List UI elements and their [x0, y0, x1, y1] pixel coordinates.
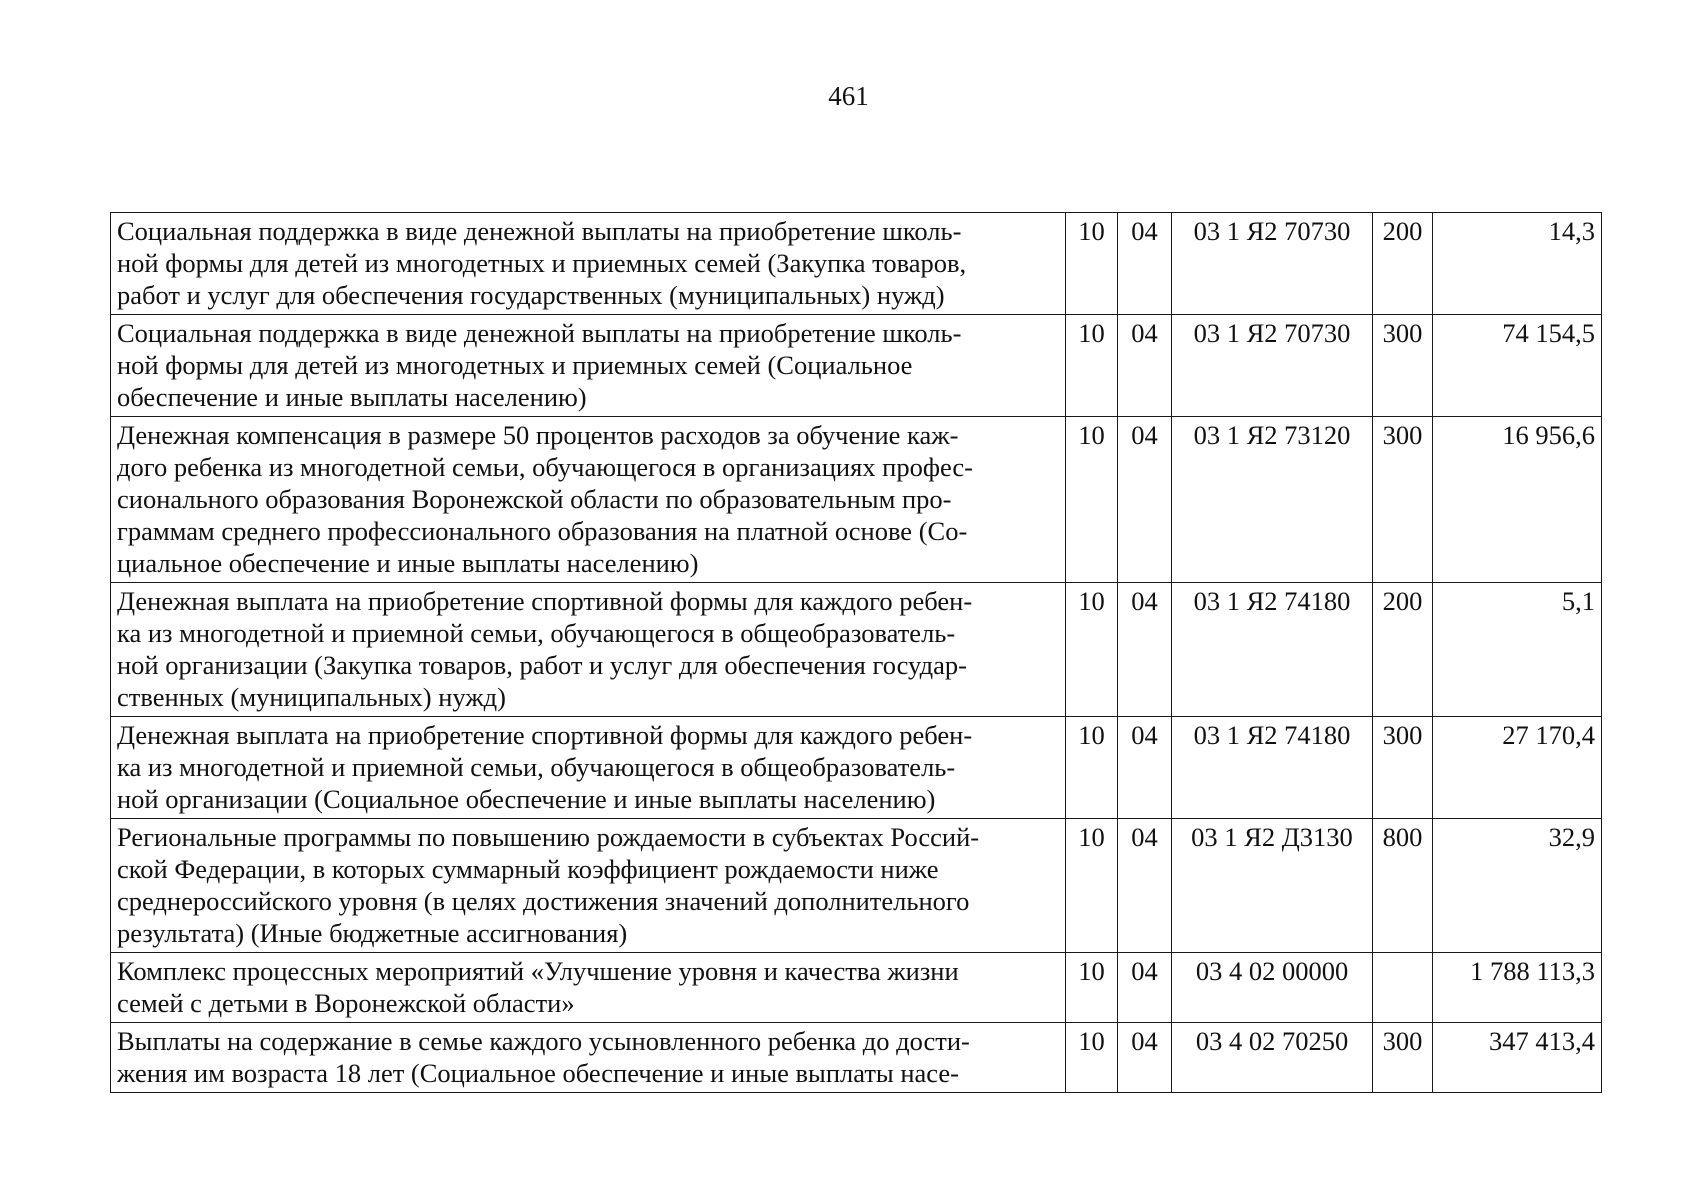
target-article-code: 03 4 02 00000 [1172, 953, 1373, 1023]
amount: 347 413,4 [1433, 1023, 1602, 1093]
description-line: среднероссийского уровня (в целях достижения значений дополнительного [117, 886, 970, 916]
description-line: работ и услуг для обеспечения государственных (муниципальных) нужд) [117, 280, 945, 310]
amount: 1 788 113,3 [1433, 953, 1602, 1023]
row-description [111, 717, 1066, 819]
description-line: Социальная поддержка в виде денежной выплаты на приобретение школь- [117, 216, 962, 246]
target-article-code: 03 1 Я2 73120 [1172, 417, 1373, 583]
subsection-code: 04 [1118, 953, 1172, 1023]
description-line: Социальная поддержка в виде денежной выплаты на приобретение школь- [117, 318, 962, 348]
amount: 16 956,6 [1433, 417, 1602, 583]
expense-type-code: 200 [1373, 583, 1433, 717]
target-article-code: 03 1 Я2 Д3130 [1172, 819, 1373, 953]
section-code: 10 [1066, 583, 1118, 717]
expense-type-code: 800 [1373, 819, 1433, 953]
description-line: сионального образования Воронежской области по образовательным про- [117, 484, 952, 514]
row-description [111, 1023, 1066, 1093]
expense-type-code: 200 [1373, 213, 1433, 315]
description-line: Региональные программы по повышению рождаемости в субъектах Россий- [117, 822, 980, 852]
expense-type-code: 300 [1373, 417, 1433, 583]
amount: 14,3 [1433, 213, 1602, 315]
budget-table [110, 212, 1602, 1093]
description-line: Выплаты на содержание в семье каждого усыновленного ребенка до дости- [117, 1026, 970, 1056]
description-line: ной формы для детей из многодетных и приемных семей (Закупка товаров, [117, 248, 967, 278]
description-line: результата) (Иные бюджетные ассигнования) [117, 918, 628, 948]
subsection-code: 04 [1118, 315, 1172, 417]
section-code: 10 [1066, 717, 1118, 819]
budget-table-body [111, 213, 1602, 1093]
subsection-code: 04 [1118, 583, 1172, 717]
target-article-code: 03 1 Я2 70730 [1172, 213, 1373, 315]
description-line: ной организации (Социальное обеспечение и иные выплаты населению) [117, 784, 936, 814]
amount: 27 170,4 [1433, 717, 1602, 819]
section-code: 10 [1066, 417, 1118, 583]
target-article-code: 03 1 Я2 70730 [1172, 315, 1373, 417]
target-article-code: 03 1 Я2 74180 [1172, 717, 1373, 819]
description-line: ка из многодетной и приемной семьи, обучающегося в общеобразователь- [117, 752, 956, 782]
table-row [111, 819, 1602, 953]
amount: 74 154,5 [1433, 315, 1602, 417]
section-code: 10 [1066, 953, 1118, 1023]
subsection-code: 04 [1118, 819, 1172, 953]
expense-type-code: 300 [1373, 315, 1433, 417]
table-row [111, 717, 1602, 819]
subsection-code: 04 [1118, 417, 1172, 583]
description-line: ной организации (Закупка товаров, работ и услуг для обеспечения государ- [117, 650, 967, 680]
expense-type-code [1373, 953, 1433, 1023]
description-line: ственных (муниципальных) нужд) [117, 682, 506, 712]
subsection-code: 04 [1118, 213, 1172, 315]
description-line: граммам среднего профессионального образования на платной основе (Со- [117, 516, 968, 546]
description-line: Денежная выплата на приобретение спортивной формы для каждого ребен- [117, 720, 973, 750]
row-description [111, 953, 1066, 1023]
table-row [111, 953, 1602, 1023]
row-description [111, 819, 1066, 953]
description-line: Денежная компенсация в размере 50 процентов расходов за обучение каж- [117, 420, 959, 450]
table-row [111, 213, 1602, 315]
target-article-code: 03 4 02 70250 [1172, 1023, 1373, 1093]
page-number: 461 [828, 81, 869, 111]
description-line: семей с детьми в Воронежской области» [117, 988, 575, 1018]
amount: 32,9 [1433, 819, 1602, 953]
table-row [111, 583, 1602, 717]
description-line: Комплекс процессных мероприятий «Улучшение уровня и качества жизни [117, 956, 959, 986]
row-description [111, 213, 1066, 315]
description-line: ской Федерации, в которых суммарный коэффициент рождаемости ниже [117, 854, 939, 884]
description-line: обеспечение и иные выплаты населению) [117, 382, 587, 412]
subsection-code: 04 [1118, 1023, 1172, 1093]
description-line: ка из многодетной и приемной семьи, обучающегося в общеобразователь- [117, 618, 956, 648]
description-line: жения им возраста 18 лет (Социальное обеспечение и иные выплаты насе- [117, 1058, 959, 1088]
table-row [111, 417, 1602, 583]
row-description [111, 583, 1066, 717]
table-row [111, 1023, 1602, 1093]
expense-type-code: 300 [1373, 1023, 1433, 1093]
subsection-code: 04 [1118, 717, 1172, 819]
section-code: 10 [1066, 213, 1118, 315]
table-row [111, 315, 1602, 417]
section-code: 10 [1066, 1023, 1118, 1093]
row-description [111, 315, 1066, 417]
description-line: ной формы для детей из многодетных и приемных семей (Социальное [117, 350, 913, 380]
row-description [111, 417, 1066, 583]
description-line: Денежная выплата на приобретение спортивной формы для каждого ребен- [117, 586, 973, 616]
description-line: дого ребенка из многодетной семьи, обучающегося в организациях профес- [117, 452, 974, 482]
section-code: 10 [1066, 315, 1118, 417]
section-code: 10 [1066, 819, 1118, 953]
amount: 5,1 [1433, 583, 1602, 717]
target-article-code: 03 1 Я2 74180 [1172, 583, 1373, 717]
description-line: циальное обеспечение и иные выплаты населению) [117, 548, 699, 578]
expense-type-code: 300 [1373, 717, 1433, 819]
